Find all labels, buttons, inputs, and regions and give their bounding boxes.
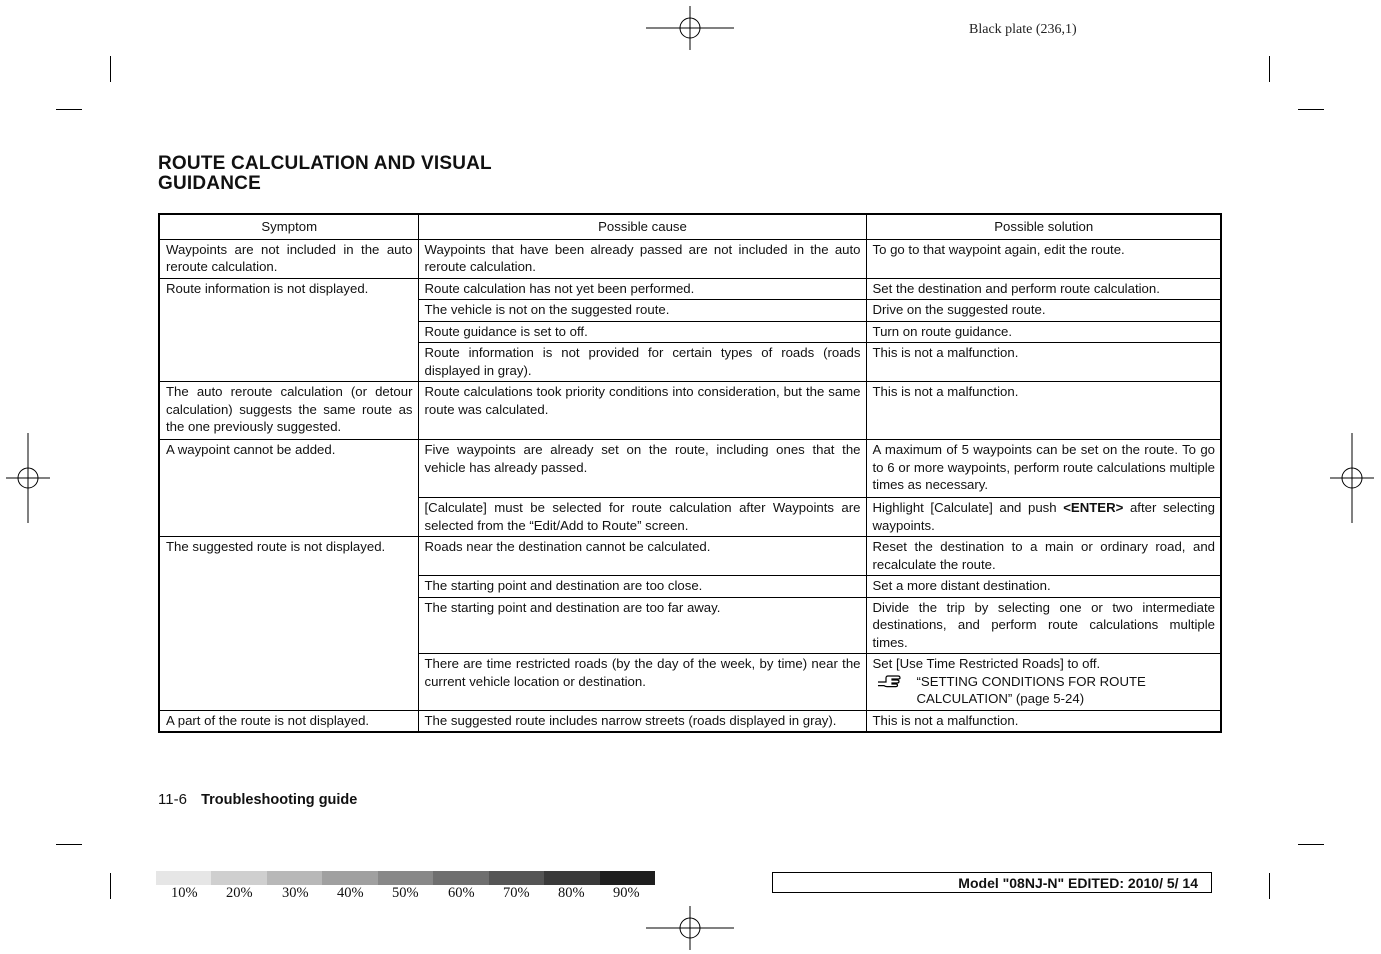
percent-label: 10%	[171, 885, 198, 901]
cause-cell: The vehicle is not on the suggested route.	[418, 300, 866, 322]
crop-mark	[56, 109, 82, 110]
section-title-line: GUIDANCE	[158, 173, 261, 194]
enter-key-label: <ENTER>	[1063, 500, 1124, 515]
crop-mark	[1269, 873, 1270, 899]
table-row	[159, 278, 1221, 300]
cause-cell: Roads near the destination cannot be calculated.	[418, 537, 866, 576]
symptom-cell: The auto reroute calculation (or detour calculation) suggests the same route as the one previously suggested.	[159, 382, 418, 440]
percent-label: 20%	[226, 885, 253, 901]
symptom-cell: Waypoints are not included in the auto reroute calculation.	[159, 239, 418, 278]
table-row	[159, 440, 1221, 498]
section-title	[158, 154, 492, 194]
percent-label: 90%	[613, 885, 640, 901]
column-header: Possible cause	[418, 214, 866, 239]
cause-cell: The starting point and destination are too far away.	[418, 597, 866, 654]
solution-cell: Reset the destination to a main or ordinary road, and recalculate the route.	[866, 537, 1221, 576]
grey-step	[156, 871, 211, 885]
solution-cell: Set a more distant destination.	[866, 576, 1221, 598]
solution-cell: This is not a malfunction.	[866, 710, 1221, 732]
solution-cell: This is not a malfunction.	[866, 343, 1221, 382]
crop-mark	[110, 56, 111, 82]
grey-step	[433, 871, 488, 885]
plate-label: Black plate (236,1)	[969, 22, 1077, 37]
crop-mark	[1298, 844, 1324, 845]
grey-step	[267, 871, 322, 885]
cause-cell: Five waypoints are already set on the route, including ones that the vehicle has already passed.	[418, 440, 866, 498]
solution-cell	[866, 654, 1221, 711]
grey-step	[211, 871, 266, 885]
registration-mark-bottom	[646, 906, 736, 950]
registration-mark-top	[646, 6, 736, 50]
symptom-cell: A part of the route is not displayed.	[159, 710, 418, 732]
solution-text: Set [Use Time Restricted Roads] to off.	[872, 656, 1101, 671]
page-number: 11-6	[158, 791, 187, 808]
section-title-line: ROUTE CALCULATION AND VISUAL	[158, 153, 492, 174]
solution-cell: A maximum of 5 waypoints can be set on the route. To go to 6 or more waypoints, perform route calculations multiple times as necessary.	[866, 440, 1221, 498]
cause-cell: There are time restricted roads (by the day of the week, by time) near the current vehicle location or destination.	[418, 654, 866, 711]
table-row	[159, 239, 1221, 278]
pointing-hand-reference-icon	[873, 673, 917, 694]
crop-mark	[1298, 109, 1324, 110]
solution-cell: Turn on route guidance.	[866, 321, 1221, 343]
cause-cell: Route calculation has not yet been performed.	[418, 278, 866, 300]
cause-cell: The starting point and destination are too close.	[418, 576, 866, 598]
symptom-cell: A waypoint cannot be added.	[159, 440, 418, 537]
table-row	[159, 382, 1221, 440]
symptom-cell: The suggested route is not displayed.	[159, 537, 418, 711]
column-header: Possible solution	[866, 214, 1221, 239]
table-row	[159, 710, 1221, 732]
model-edit-box: Model "08NJ-N" EDITED: 2010/ 5/ 14	[772, 872, 1212, 893]
solution-cell: To go to that waypoint again, edit the route.	[866, 239, 1221, 278]
symptom-cell: Route information is not displayed.	[159, 278, 418, 382]
page-reference[interactable]	[873, 673, 1216, 708]
solution-cell: Drive on the suggested route.	[866, 300, 1221, 322]
solution-text: Highlight [Calculate] and push	[872, 500, 1064, 515]
registration-mark-right	[1330, 433, 1374, 523]
solution-cell	[866, 498, 1221, 537]
cause-cell: Route guidance is set to off.	[418, 321, 866, 343]
grey-step	[322, 871, 377, 885]
chapter-name: Troubleshooting guide	[201, 792, 358, 808]
cause-cell: Route calculations took priority conditions into consideration, but the same route was calculated.	[418, 382, 866, 440]
cause-cell: [Calculate] must be selected for route calculation after Waypoints are selected from the “Edit/Add to Route” screen.	[418, 498, 866, 537]
registration-mark-left	[6, 433, 50, 523]
grey-step	[600, 871, 655, 885]
crop-mark	[1269, 56, 1270, 82]
grey-step	[489, 871, 544, 885]
troubleshooting-table	[158, 213, 1222, 733]
percent-label: 30%	[282, 885, 309, 901]
crop-mark	[110, 873, 111, 899]
cause-cell: Route information is not provided for certain types of roads (roads displayed in gray).	[418, 343, 866, 382]
grey-step	[378, 871, 433, 885]
solution-text: after selecting waypoints.	[872, 500, 1216, 533]
percent-label: 50%	[392, 885, 419, 901]
table-row	[159, 537, 1221, 576]
percent-label: 40%	[337, 885, 364, 901]
percent-label: 70%	[503, 885, 530, 901]
crop-mark	[56, 844, 82, 845]
solution-cell: This is not a malfunction.	[866, 382, 1221, 440]
page-footer	[158, 791, 357, 808]
percent-label: 60%	[448, 885, 475, 901]
solution-cell: Divide the trip by selecting one or two intermediate destinations, and perform route calculations multiple times.	[866, 597, 1221, 654]
solution-cell: Set the destination and perform route calculation.	[866, 278, 1221, 300]
grey-step	[544, 871, 599, 885]
cause-cell: The suggested route includes narrow streets (roads displayed in gray).	[418, 710, 866, 732]
column-header: Symptom	[159, 214, 418, 239]
percent-label: 80%	[558, 885, 585, 901]
grey-scale-strip	[156, 871, 655, 885]
reference-text: “SETTING CONDITIONS FOR ROUTE CALCULATION” (page 5-24)	[916, 673, 1146, 706]
cause-cell: Waypoints that have been already passed are not included in the auto reroute calculation.	[418, 239, 866, 278]
table-header-row	[159, 214, 1221, 239]
